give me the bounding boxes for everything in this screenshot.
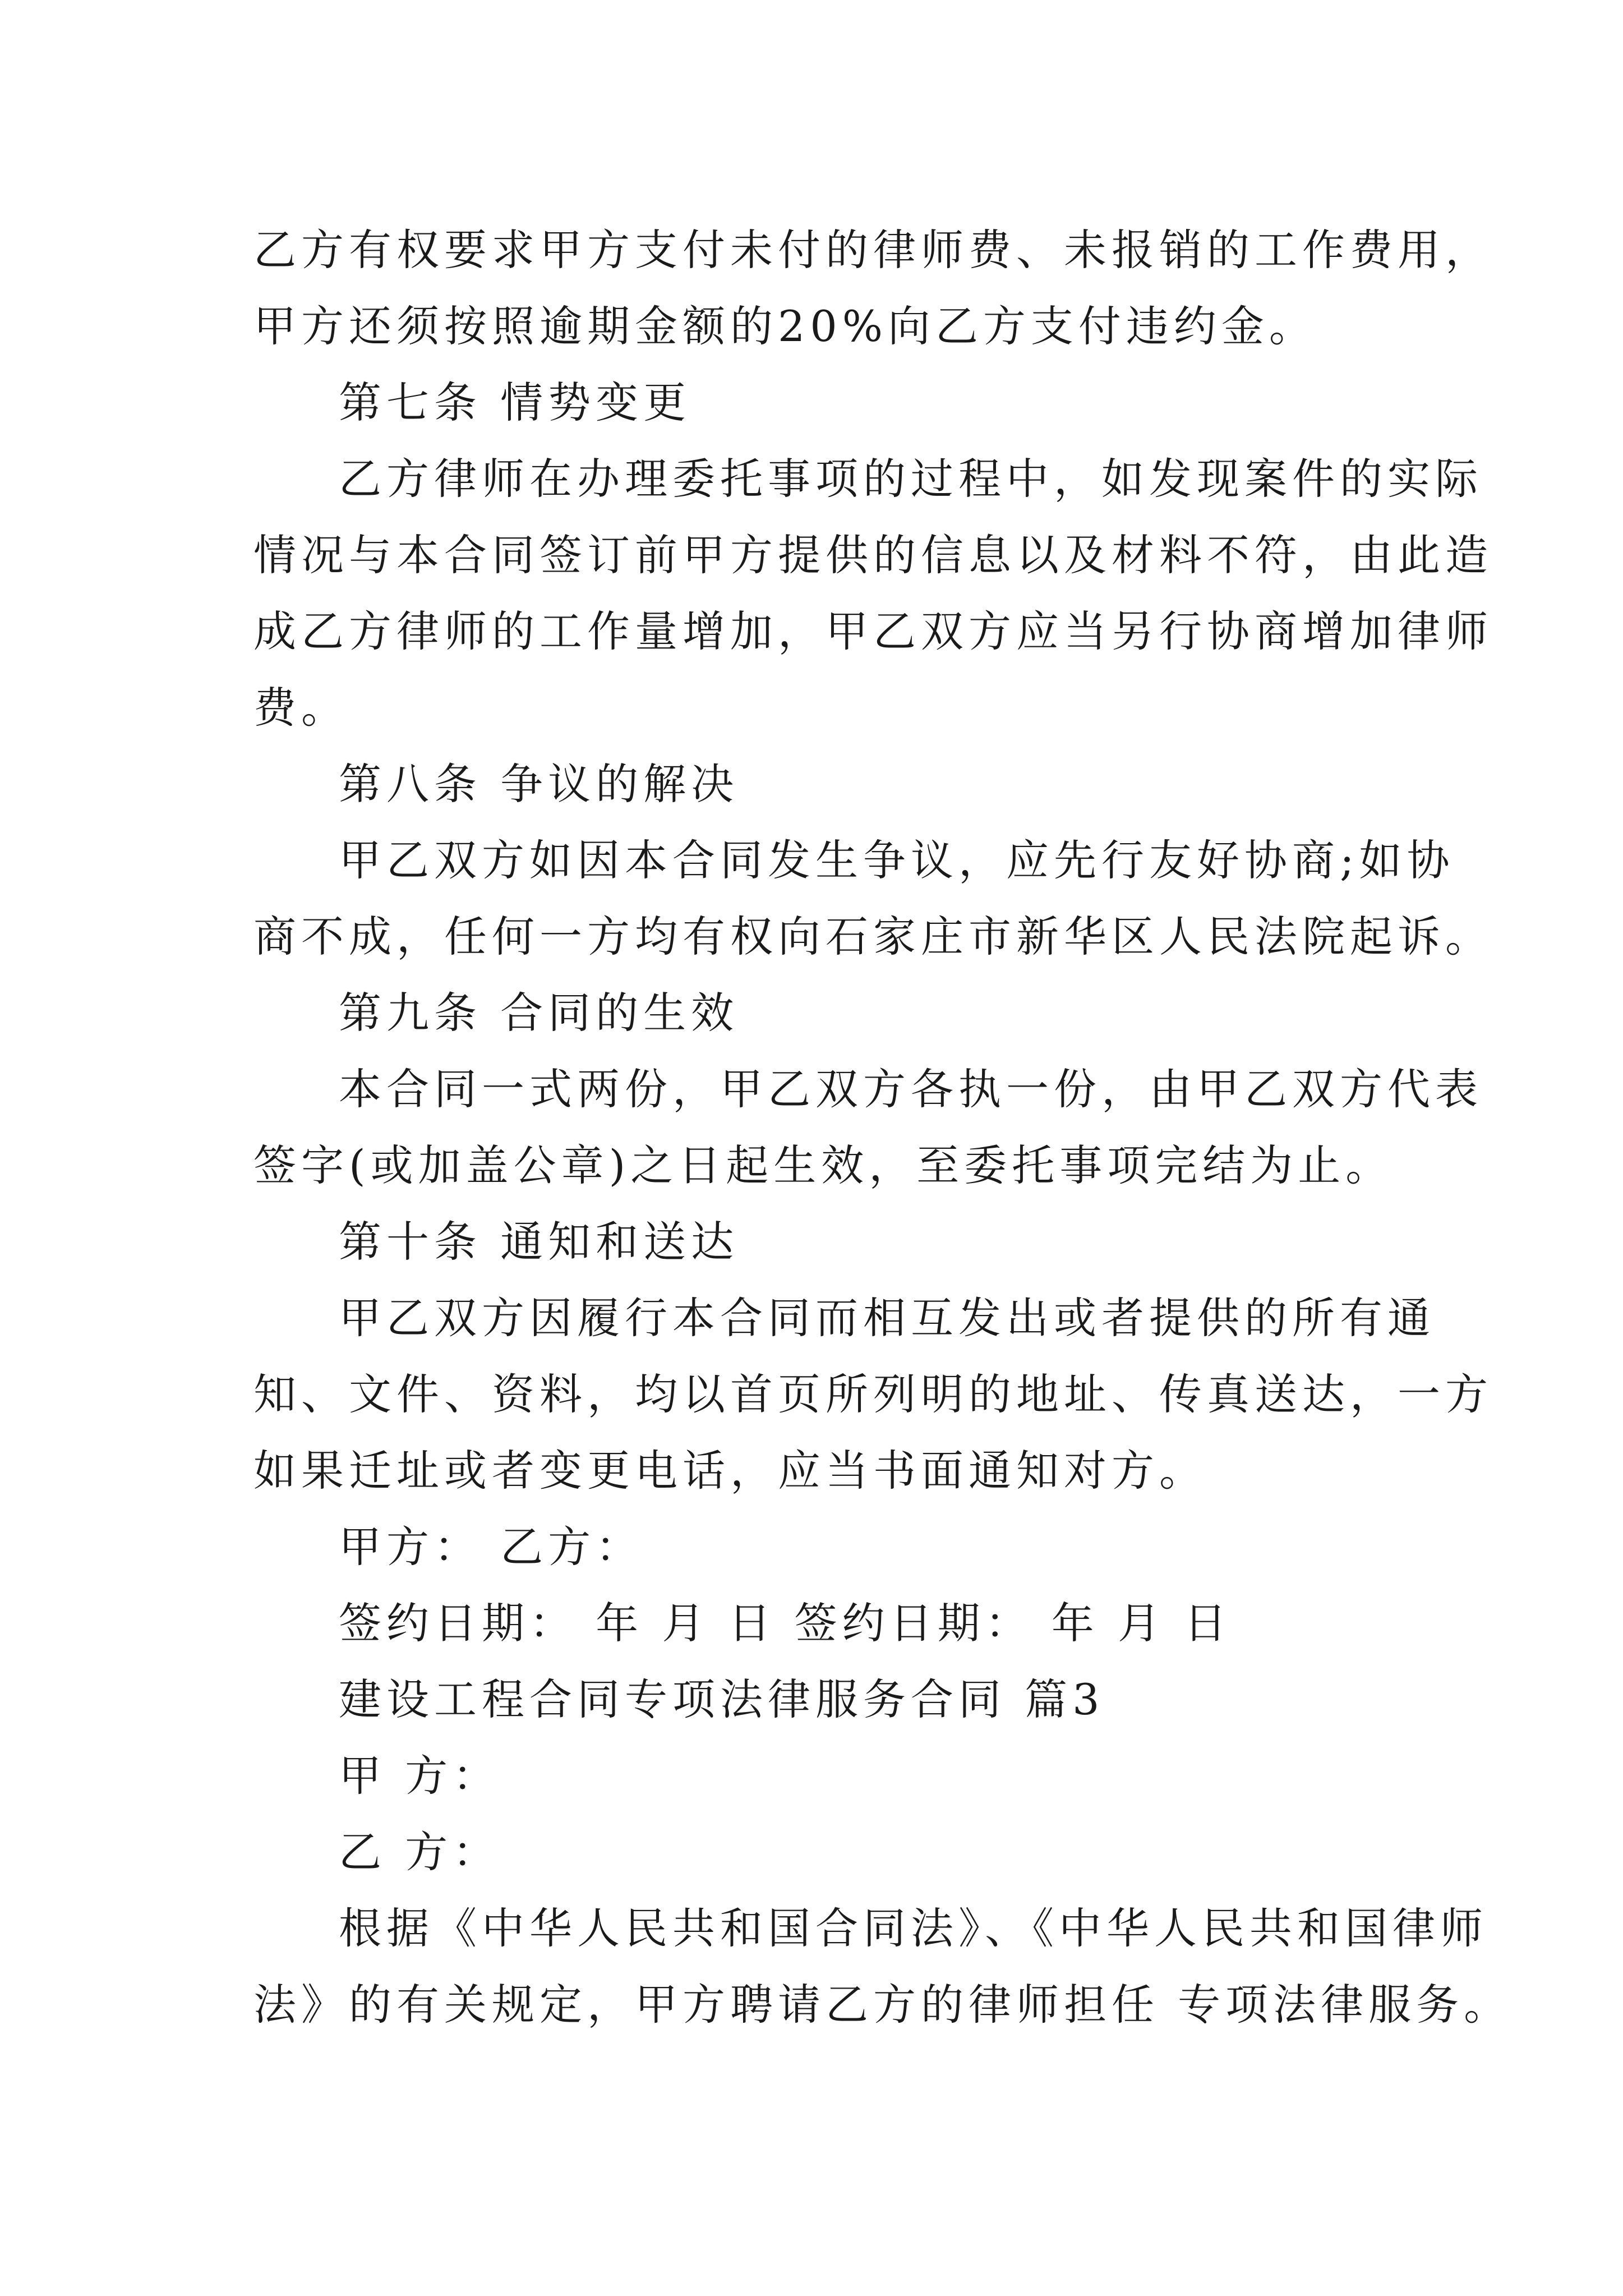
section-heading-7: 第七条 情势变更: [339, 378, 691, 427]
text-line: 商不成，任何一方均有权向石家庄市新华区人民法院起诉。: [253, 912, 1493, 961]
text-line: 情况与本合同签订前甲方提供的信息以及材料不符，由此造: [253, 530, 1493, 580]
document-body: [253, 212, 1512, 2043]
text-line: 本合同一式两份，甲乙双方各执一份，由甲乙双方代表: [339, 1064, 1483, 1114]
text-line: 甲方还须按照逾期金额的20%向乙方支付违约金。: [253, 301, 1317, 351]
text-line: 签字(或加盖公章)之日起生效，至委托事项完结为止。: [253, 1140, 1394, 1190]
text-line: 乙方有权要求甲方支付未付的律师费、未报销的工作费用，: [253, 225, 1493, 275]
text-line: 法》的有关规定，甲方聘请乙方的律师担任 专项法律服务。: [253, 1980, 1512, 2030]
text-line: 乙方律师在办理委托事项的过程中，如发现案件的实际: [339, 454, 1483, 504]
text-line: 甲乙双方因履行本合同而相互发出或者提供的所有通: [339, 1293, 1435, 1343]
text-line: 费。: [253, 683, 349, 733]
contract-title: 建设工程合同专项法律服务合同 篇3: [339, 1674, 1105, 1724]
party-a-label: 甲 方：: [339, 1751, 501, 1801]
text-line: 成乙方律师的工作量增加，甲乙双方应当另行协商增加律师: [253, 606, 1493, 656]
signing-date-line: 签约日期： 年 月 日 签约日期： 年 月 日: [339, 1598, 1232, 1648]
text-line: 如果迁址或者变更电话，应当书面通知对方。: [253, 1446, 1207, 1496]
text-line: 甲乙双方如因本合同发生争议，应先行友好协商;如协: [339, 835, 1455, 885]
party-b-label: 乙 方：: [339, 1827, 501, 1877]
section-heading-8: 第八条 争议的解决: [339, 759, 739, 809]
text-line: 根据《中华人民共和国合同法》、《中华人民共和国律师: [339, 1903, 1488, 1953]
text-line: 知、文件、资料，均以首页所列明的地址、传真送达，一方: [253, 1369, 1493, 1419]
party-signature-line: 甲方： 乙方：: [339, 1522, 644, 1572]
section-heading-9: 第九条 合同的生效: [339, 988, 739, 1038]
section-heading-10: 第十条 通知和送达: [339, 1217, 739, 1267]
